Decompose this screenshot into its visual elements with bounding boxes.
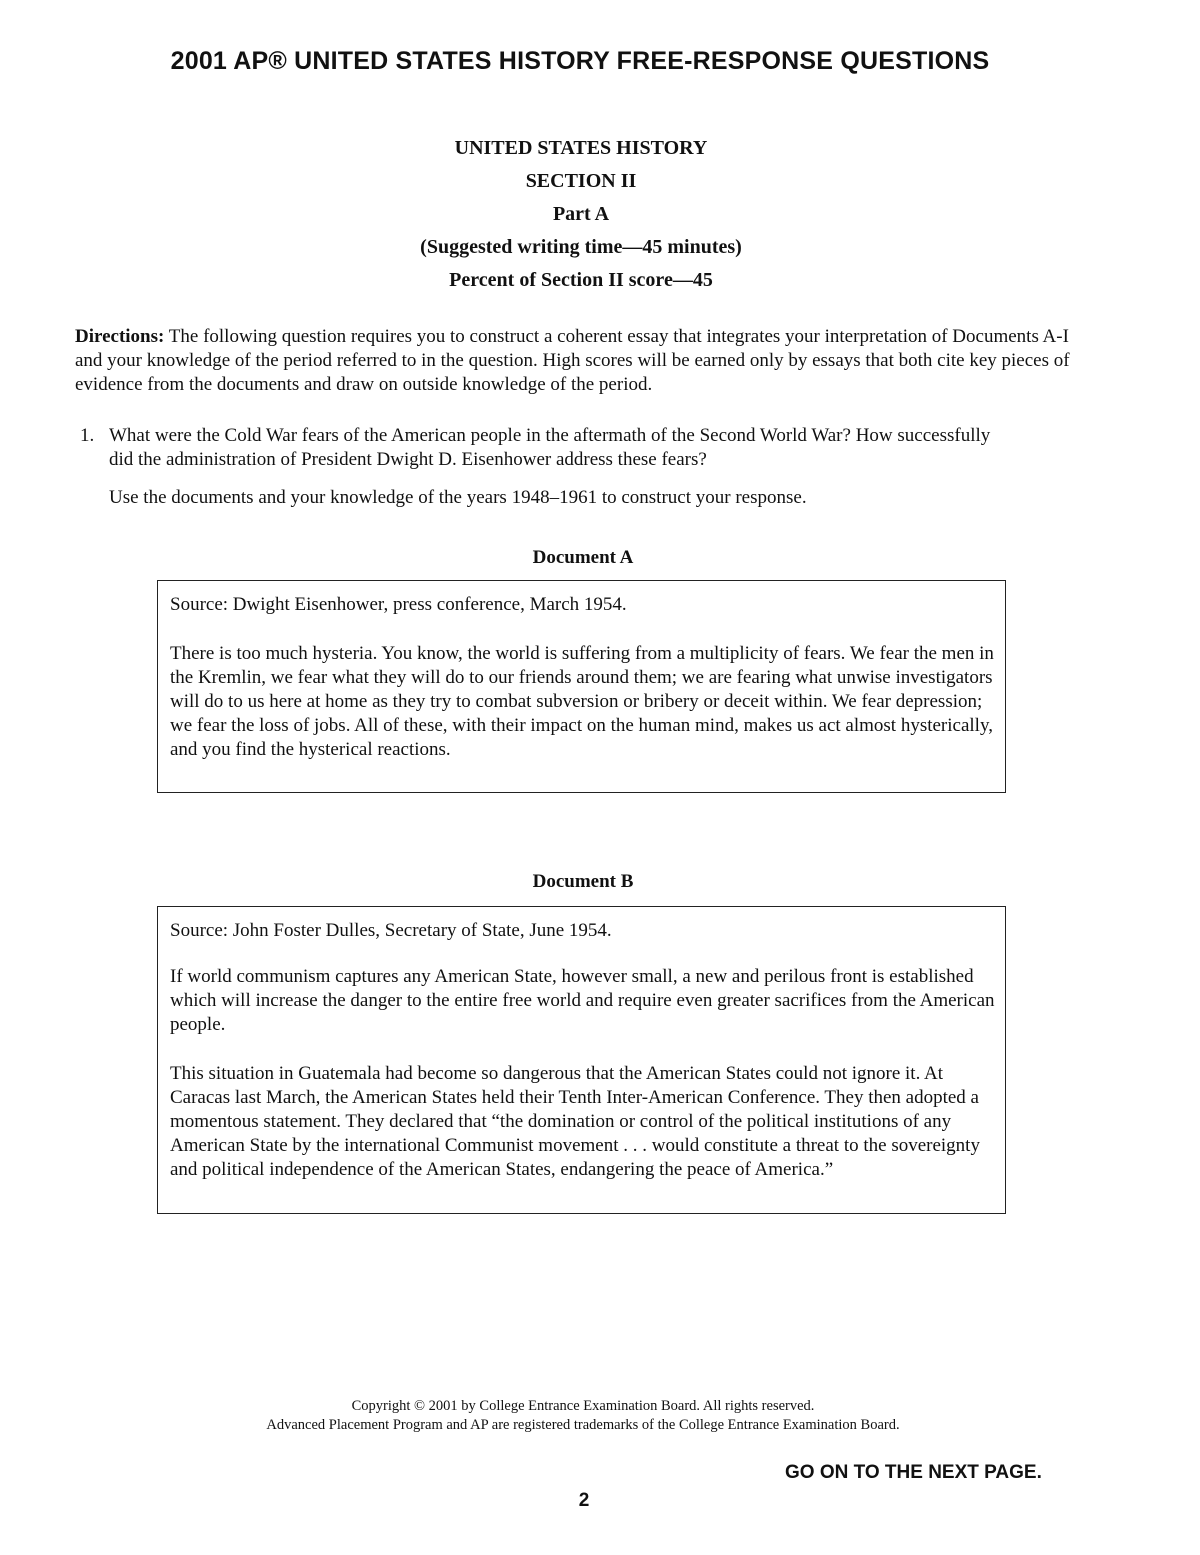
section-subject: UNITED STATES HISTORY [454,137,708,159]
next-page-notice: GO ON TO THE NEXT PAGE. [785,1462,1042,1483]
document-a-box [157,580,1006,793]
section-score-percent: Percent of Section II score—45 [449,269,713,291]
directions-block [75,325,1085,397]
directions-label: Directions: [75,326,165,347]
document-a-title: Document A [532,547,634,568]
section-part: Part A [552,203,610,225]
page-header-title: 2001 AP® UNITED STATES HISTORY FREE-RESPONSE QUESTIONS [170,47,990,75]
question-text: What were the Cold War fears of the American people in the aftermath of the Second World War? How successfully did the administration of President Dwight D. Eisenhower address these fears? [109,425,991,470]
document-a-source: Source: Dwight Eisenhower, press conference, March 1954. [170,594,627,615]
question-number: 1. [80,425,95,446]
document-b-paragraph-1: If world communism captures any American State, however small, a new and perilous front is established which will increase the danger to the entire free world and require even greater sacrifices from the American people. [170,966,995,1035]
document-b-paragraph-2: This situation in Guatemala had become so dangerous that the American States could not ignore it. At Caracas last March, the American States held their Tenth Inter-American Conference. They then adopted a momentous statement. They declared that “the domination or control of the political institutions of any American State by the international Communist movement . . . would constitute a threat to the sovereignty and political independence of the American States, endangering the peace of America.” [170,1063,980,1180]
section-number: SECTION II [525,170,637,192]
copyright-notice: Copyright © 2001 by College Entrance Examination Board. All rights reserved. [351,1398,815,1414]
section-writing-time: (Suggested writing time—45 minutes) [420,236,742,258]
question-instruction: Use the documents and your knowledge of the years 1948–1961 to construct your response. [109,487,807,508]
page-number: 2 [578,1490,590,1511]
document-b-box [157,906,1006,1214]
document-b-title: Document B [532,871,634,892]
document-b-source: Source: John Foster Dulles, Secretary of State, June 1954. [170,920,612,941]
directions-text: The following question requires you to construct a coherent essay that integrates your interpretation of Documents A-I and your knowledge of the period referred to in the question. High scores will be earned only by essays that both cite key pieces of evidence from the documents and draw on outside knowledge of the period. [75,326,1070,395]
trademark-notice: Advanced Placement Program and AP are registered trademarks of the College Entrance Examination Board. [266,1417,900,1433]
document-a-paragraph: There is too much hysteria. You know, the world is suffering from a multiplicity of fears. We fear the men in the Kremlin, we fear what they will do to our friends around them; we are fearing what unwise investigators will do to us here at home as they try to combat subversion or bribery or deceit within. We fear depression; we fear the loss of jobs. All of these, with their impact on the human mind, makes us act almost hysterically, and you find the hysterical reactions. [170,643,994,760]
